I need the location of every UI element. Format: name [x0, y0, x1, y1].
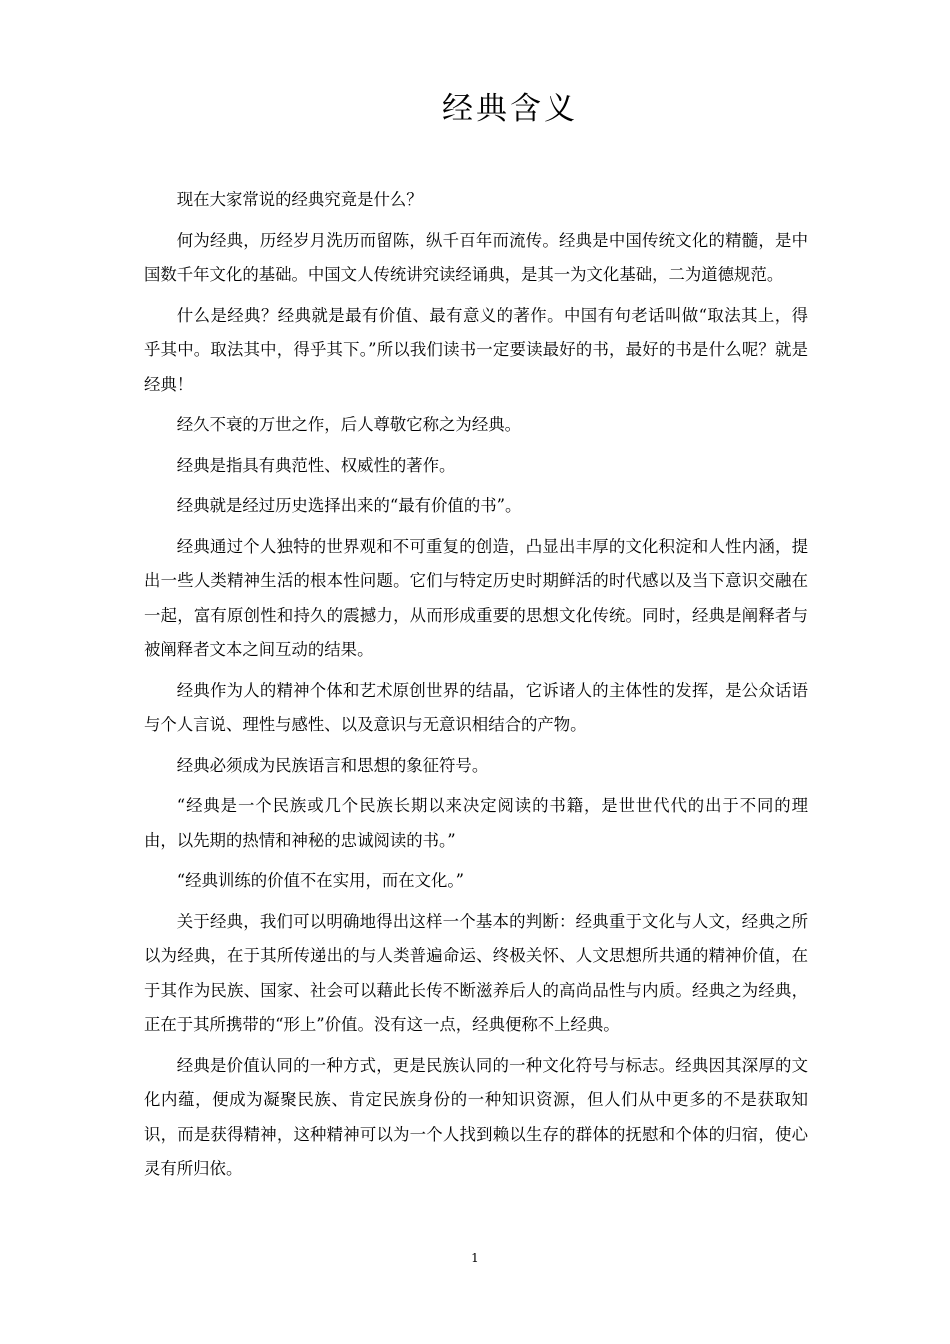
- paragraph: 什么是经典？经典就是最有价值、最有意义的著作。中国有句老话叫做“取法其上，得乎其中。取法其中，得乎其下。”所以我们读书一定要读最好的书，最好的书是什么呢？就是经典！: [144, 305, 808, 394]
- paragraph: 经典作为人的精神个体和艺术原创世界的结晶，它诉诸人的主体性的发挥，是公众话语与个人言说、理性与感性、以及意识与无意识相结合的产物。: [144, 680, 808, 734]
- paragraph: “经典是一个民族或几个民族长期以来决定阅读的书籍，是世世代代的出于不同的理由，以先期的热情和神秘的忠诚阅读的书。”: [144, 796, 808, 850]
- paragraph: 现在大家常说的经典究竟是什么？: [176, 190, 423, 209]
- paragraph: 经典通过个人独特的世界观和不可重复的创造，凸显出丰厚的文化积淀和人性内涵，提出一些人类精神生活的根本性问题。它们与特定历史时期鲜活的时代感以及当下意识交融在一起，富有原创性和持久的震撼力，从而形成重要的思想文化传统。同时，经典是阐释者与被阐释者文本之间互动的结果。: [144, 536, 808, 659]
- paragraph: “经典训练的价值不在实用，而在文化。”: [176, 871, 464, 890]
- paragraph: 经典是价值认同的一种方式，更是民族认同的一种文化符号与标志。经典因其深厚的文化内蕴，便成为凝聚民族、肯定民族身份的一种知识资源，但人们从中更多的不是获取知识，而是获得精神，这种精神可以为一个人找到赖以生存的群体的抚慰和个体的归宿，使心灵有所归依。: [144, 1055, 808, 1178]
- paragraph: 经典就是经过历史选择出来的“最有价值的书”。: [176, 496, 522, 515]
- paragraph: 经典必须成为民族语言和思想的象征符号。: [176, 755, 489, 775]
- document-title: 经典含义: [442, 91, 578, 127]
- paragraph: 经久不衰的万世之作，后人尊敬它称之为经典。: [176, 415, 521, 434]
- paragraph: 何为经典，历经岁月洗历而留陈，纵千百年而流传。经典是中国传统文化的精髓，是中国数千年文化的基础。中国文人传统讲究读经诵典，是其一为文化基础，二为道德规范。: [144, 230, 808, 284]
- document-body: [144, 183, 808, 1193]
- paragraph: 关于经典，我们可以明确地得出这样一个基本的判断：经典重于文化与人文，经典之所以为经典，在于其所传递出的与人类普遍命运、终极关怀、人文思想所共通的精神价值，在于其作为民族、国家、社会可以藉此长传不断滋养后人的高尚品性与内质。经典之为经典，正在于其所携带的“形上”价值。没有这一点，经典便称不上经典。: [144, 911, 808, 1034]
- paragraph: 经典是指具有典范性、权威性的著作。: [176, 455, 456, 475]
- page-number: 1: [471, 1251, 479, 1265]
